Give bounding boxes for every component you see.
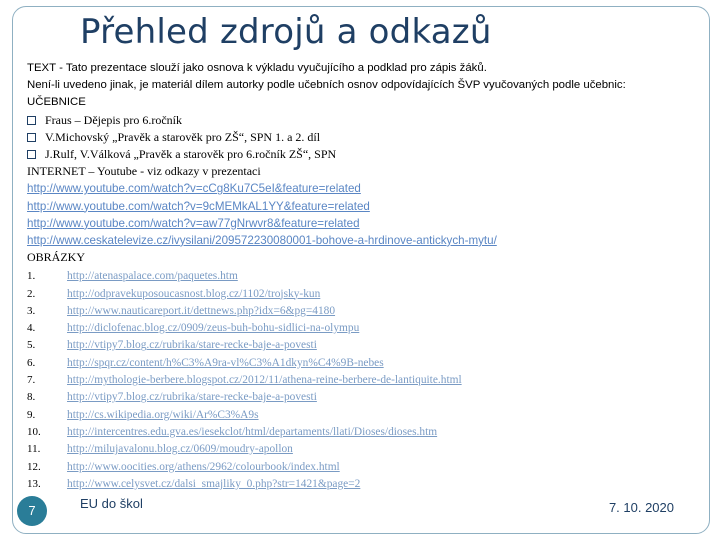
list-number: 12. xyxy=(27,460,41,473)
list-number: 7. xyxy=(27,374,36,387)
list-item xyxy=(27,439,697,456)
image-source-link[interactable]: http://www.celysvet.cz/dalsi_smajliky_0.php?str=1421&page=2 xyxy=(67,477,361,490)
list-number: 9. xyxy=(27,408,36,421)
list-number: 1. xyxy=(27,270,36,283)
textbook-label: V.Michovský „Pravěk a starověk pro ZŠ“, SPN 1. a 2. díl xyxy=(45,129,321,144)
image-source-link[interactable]: http://mythologie-berbere.blogspot.cz/2012/11/athena-reine-berbere-de-lantiquite.html xyxy=(67,374,462,387)
textbook-item xyxy=(27,112,697,129)
list-item xyxy=(27,474,697,491)
checkbox-bullet-icon xyxy=(27,133,36,142)
list-item xyxy=(27,266,697,283)
list-number: 3. xyxy=(27,304,36,317)
slide-title: Přehled zdrojů a odkazů xyxy=(80,12,492,52)
textbook-item xyxy=(27,129,697,146)
footer-date: 7. 10. 2020 xyxy=(608,500,674,515)
image-source-link[interactable]: http://odpravekuposoucasnost.blog.cz/1102/trojsky-kun xyxy=(67,287,321,300)
image-source-link[interactable]: http://atenaspalace.com/paquetes.htm xyxy=(67,270,238,283)
image-source-link[interactable]: http://www.oocities.org/athens/2962/colourbook/index.html xyxy=(67,460,340,473)
image-source-link[interactable]: http://vtipy7.blog.cz/rubrika/stare-recke-baje-a-povesti xyxy=(67,339,317,352)
list-number: 11. xyxy=(27,443,41,456)
textbooks-heading: UČEBNICE xyxy=(27,96,86,109)
list-item xyxy=(27,284,697,301)
list-number: 8. xyxy=(27,391,36,404)
list-number: 10. xyxy=(27,425,41,438)
slide-body xyxy=(27,60,697,491)
internet-heading: INTERNET – Youtube - viz odkazy v prezentaci xyxy=(27,164,261,179)
list-number: 13. xyxy=(27,477,41,490)
list-number: 6. xyxy=(27,356,36,369)
list-item xyxy=(27,422,697,439)
page-number-badge: 7 xyxy=(17,496,47,526)
checkbox-bullet-icon xyxy=(27,116,36,125)
image-source-link[interactable]: http://www.nauticareport.it/dettnews.php?idx=6&pg=4180 xyxy=(67,304,336,317)
list-item xyxy=(27,335,697,352)
image-source-link[interactable]: http://vtipy7.blog.cz/rubrika/stare-recke-baje-a-povesti xyxy=(67,391,317,404)
intro-line-2: Není-li uvedeno jinak, je materiál dílem autorky podle učebních osnov odpovídajících ŠVP vyučovaných podle učebnic: xyxy=(27,79,626,92)
checkbox-bullet-icon xyxy=(27,150,36,159)
list-number: 4. xyxy=(27,322,36,335)
list-item xyxy=(27,457,697,474)
internet-link[interactable]: http://www.youtube.com/watch?v=aw77gNrwvr8&feature=related xyxy=(27,216,360,230)
internet-link[interactable]: http://www.ceskatelevize.cz/ivysilani/209572230080001-bohove-a-hrdinove-antickych-mytu/ xyxy=(27,233,497,247)
image-source-link[interactable]: http://intercentres.edu.gva.es/iesekclot/html/departaments/llati/Dioses/dioses.htm xyxy=(67,425,438,438)
list-number: 2. xyxy=(27,287,36,300)
list-number: 5. xyxy=(27,339,36,352)
list-item xyxy=(27,301,697,318)
image-source-link[interactable]: http://cs.wikipedia.org/wiki/Ar%C3%A9s xyxy=(67,408,259,421)
list-item xyxy=(27,353,697,370)
textbook-item xyxy=(27,146,697,163)
image-source-link[interactable]: http://diclofenac.blog.cz/0909/zeus-buh-bohu-sidlici-na-olympu xyxy=(67,322,360,335)
image-source-link[interactable]: http://spqr.cz/content/h%C3%A9ra-vl%C3%A1dkyn%C4%9B-nebes xyxy=(67,356,384,369)
textbook-label: J.Rulf, V.Válková „Pravěk a starověk pro 6.ročník ZŠ“, SPN xyxy=(45,146,337,161)
internet-link[interactable]: http://www.youtube.com/watch?v=cCg8Ku7C5eI&feature=related xyxy=(27,182,361,196)
image-source-link[interactable]: http://milujavalonu.blog.cz/0609/moudry-apollon xyxy=(67,443,293,456)
list-item xyxy=(27,405,697,422)
intro-line-1: TEXT - Tato prezentace slouží jako osnova k výkladu vyučujícího a podklad pro zápis žáků. xyxy=(27,62,487,74)
list-item xyxy=(27,318,697,335)
internet-link[interactable]: http://www.youtube.com/watch?v=9cMEMkAL1YY&feature=related xyxy=(27,199,370,213)
image-source-list xyxy=(27,266,697,491)
images-heading: OBRÁZKY xyxy=(27,250,86,265)
textbook-label: Fraus – Dějepis pro 6.ročník xyxy=(45,112,182,127)
list-item xyxy=(27,387,697,404)
list-item xyxy=(27,370,697,387)
footer-label: EU do škol xyxy=(80,496,143,511)
